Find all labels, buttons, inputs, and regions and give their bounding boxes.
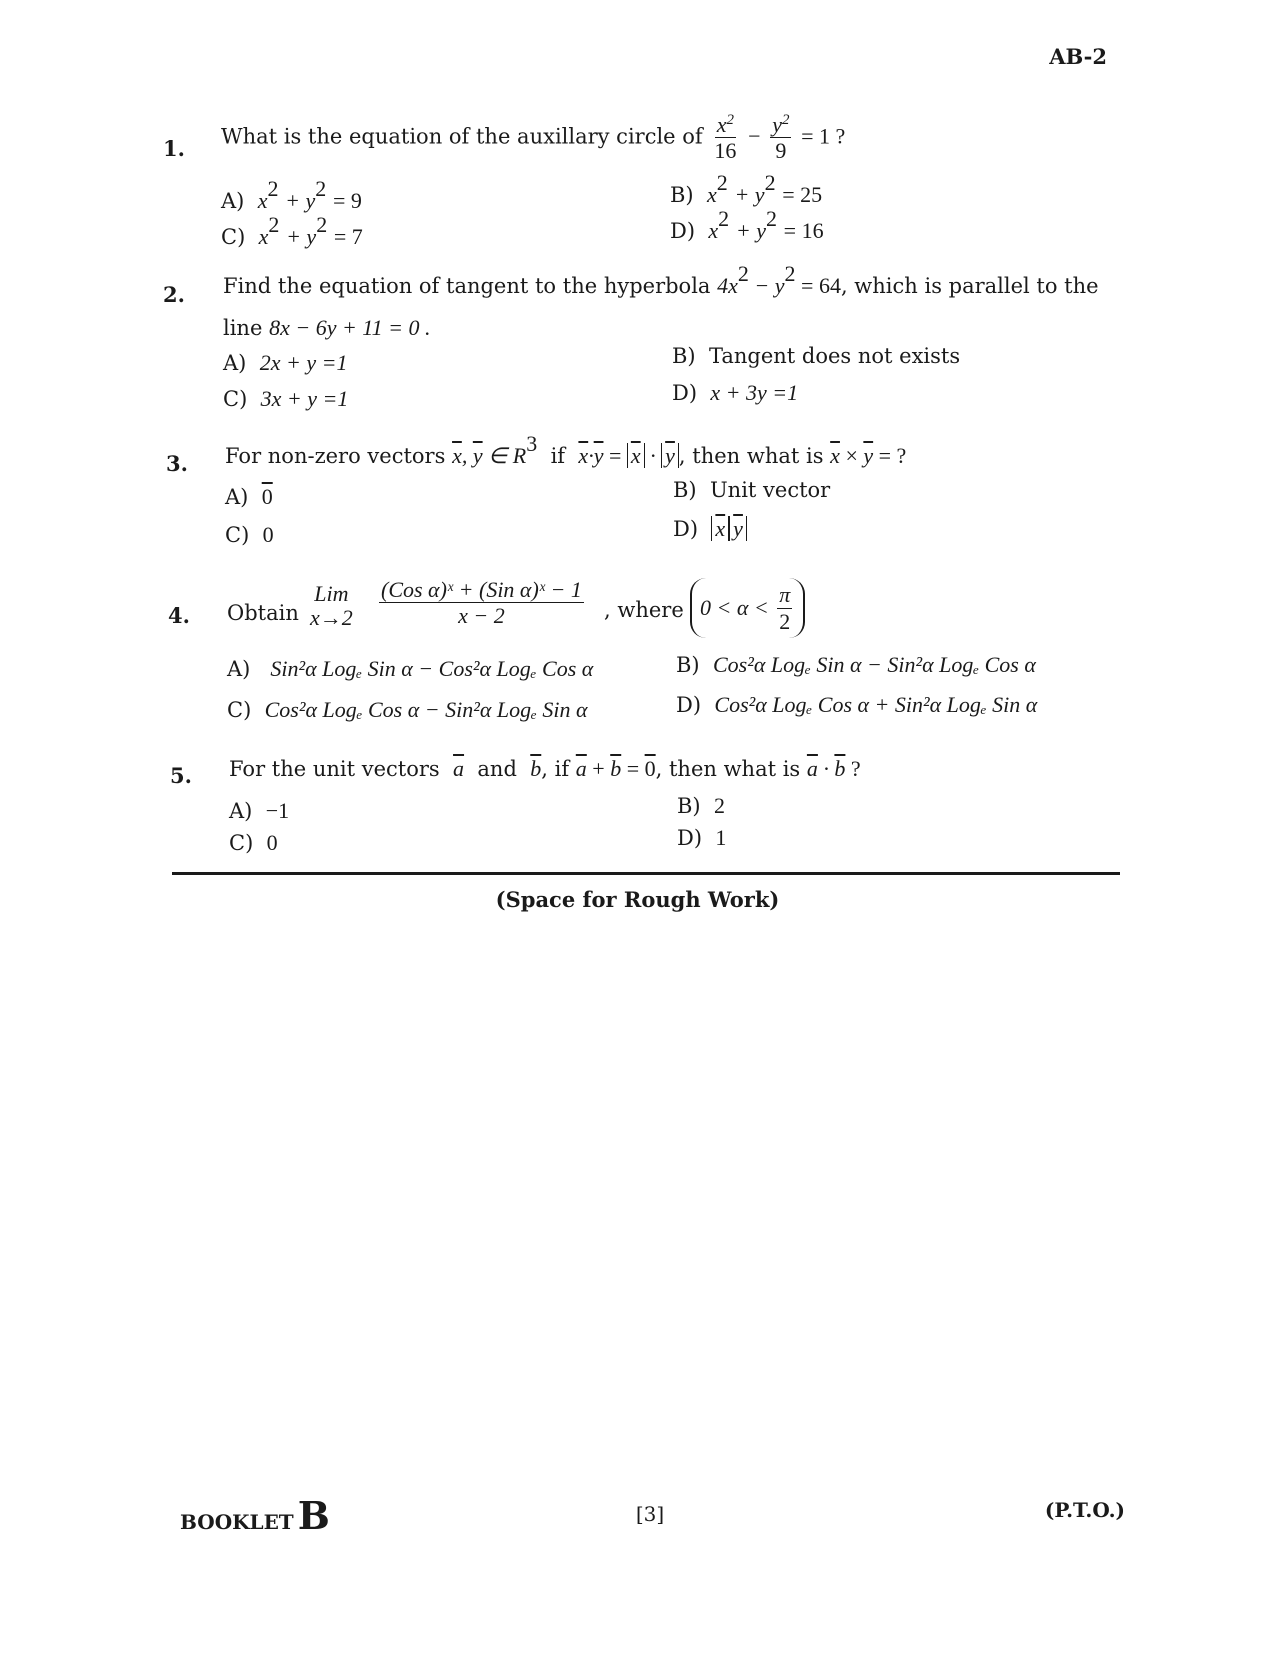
question-5-option-d[interactable]: D) 1 [677,825,727,850]
question-1-number: 1. [163,136,185,161]
question-1-prompt: What is the equation of the auxillary circle of [221,124,703,149]
question-4-limit: Lim x→2 [310,581,353,631]
rough-work-heading: (Space for Rough Work) [495,887,780,912]
question-3-option-c[interactable]: C) 0 [225,522,274,547]
question-1-option-a[interactable]: A) $x^2 + y^2 = 9$ [221,175,362,213]
question-5-option-a[interactable]: A) −1 [229,798,290,823]
paper-code: AB-2 [1049,44,1107,69]
question-5-number: 5. [170,763,192,788]
question-2-text: Find the equation of tangent to the hyperbola $4x^2 - y^2 = 64$, which is parallel to the [223,260,1099,298]
question-4-condition: 0 < α < $\frac{\pi}{2}$ [690,578,805,638]
question-2-option-b[interactable]: B) Tangent does not exists [672,344,961,368]
question-4-number: 4. [168,603,190,628]
question-1-option-c[interactable]: C) $x^2 + y^2 = 7$ [221,211,363,249]
question-3-option-b[interactable]: B) Unit vector [673,478,831,502]
question-2-option-c[interactable]: C) 3x + y =1 [223,386,349,411]
question-2-option-a[interactable]: A) 2x + y =1 [223,350,348,375]
question-3-text: For non-zero vectors $\overline{x}$, $\overline{y}$ ∈ $R^3$ if $\overline{x}\cdot\overline{y} = \overline{x} \cdot \overline{y}$ , then what is $\overline{x} \times \overline{y}$ = ? [225,430,907,468]
section-divider [172,872,1120,875]
question-2-line: line 8x − 6y + 11 = 0 . [223,315,431,340]
booklet-letter: B [297,1493,330,1538]
question-5-prompt: For the unit vectors [229,757,440,781]
question-3-number: 3. [166,451,188,476]
question-3-prompt: For non-zero vectors [225,444,446,468]
question-5-option-b[interactable]: B) 2 [677,793,725,818]
question-1-fraction-y: $\frac{y^2}{9}$ [772,111,790,164]
question-1-text: What is the equation of the auxillary circle of $\frac{x^2}{16}$ − $\frac{y^2}{9}$ = 1 ? [221,111,846,164]
question-1-fraction-x: $\frac{x^2}{16}$ [714,111,737,164]
question-4-where: , where [604,598,684,622]
question-3-option-a[interactable]: A) 0 [225,484,273,509]
question-4-fraction: $\frac{\text{(Cos α)ˣ + (Sin α)ˣ − 1}}{x - 2}$ [381,577,582,629]
question-2-option-d[interactable]: D) x + 3y =1 [672,380,799,405]
question-2-number: 2. [163,282,185,307]
question-3-option-d[interactable]: D) $\overline{x}$ $\overline{y}$ [673,516,747,542]
question-1-option-d[interactable]: D) $x^2 + y^2 = 16$ [670,205,824,243]
question-5-option-c[interactable]: C) 0 [229,830,278,855]
please-turn-over: (P.T.O.) [1044,1498,1125,1522]
question-4-option-a[interactable]: A) Sin²α Logₑ Sin α − Cos²α Logₑ Cos α [227,656,594,681]
booklet-label: BOOKLET B [180,1493,330,1538]
question-5-text: For the unit vectors $\overline{a}$ and $\overline{b}$, if $\overline{a} + \overline{b} = 0$, then what is $\overline{a} \cdot \overline{b}$ ? [229,756,861,781]
question-4-option-d[interactable]: D) Cos²α Logₑ Cos α + Sin²α Logₑ Sin α [676,692,1038,717]
question-2-prompt: Find the equation of tangent to the hyperbola [223,274,711,298]
question-4-prompt: Obtain [227,601,299,625]
question-4-option-c[interactable]: C) Cos²α Logₑ Cos α − Sin²α Logₑ Sin α [227,697,588,722]
page-number: [3] [635,1502,665,1526]
question-2-hyperbola: $4x^2 - y^2 = 64$ [717,260,841,298]
question-1-option-b[interactable]: B) $x^2 + y^2 = 25$ [670,169,823,207]
question-4-option-b[interactable]: B) Cos²α Logₑ Sin α − Sin²α Logₑ Cos α [676,652,1036,677]
